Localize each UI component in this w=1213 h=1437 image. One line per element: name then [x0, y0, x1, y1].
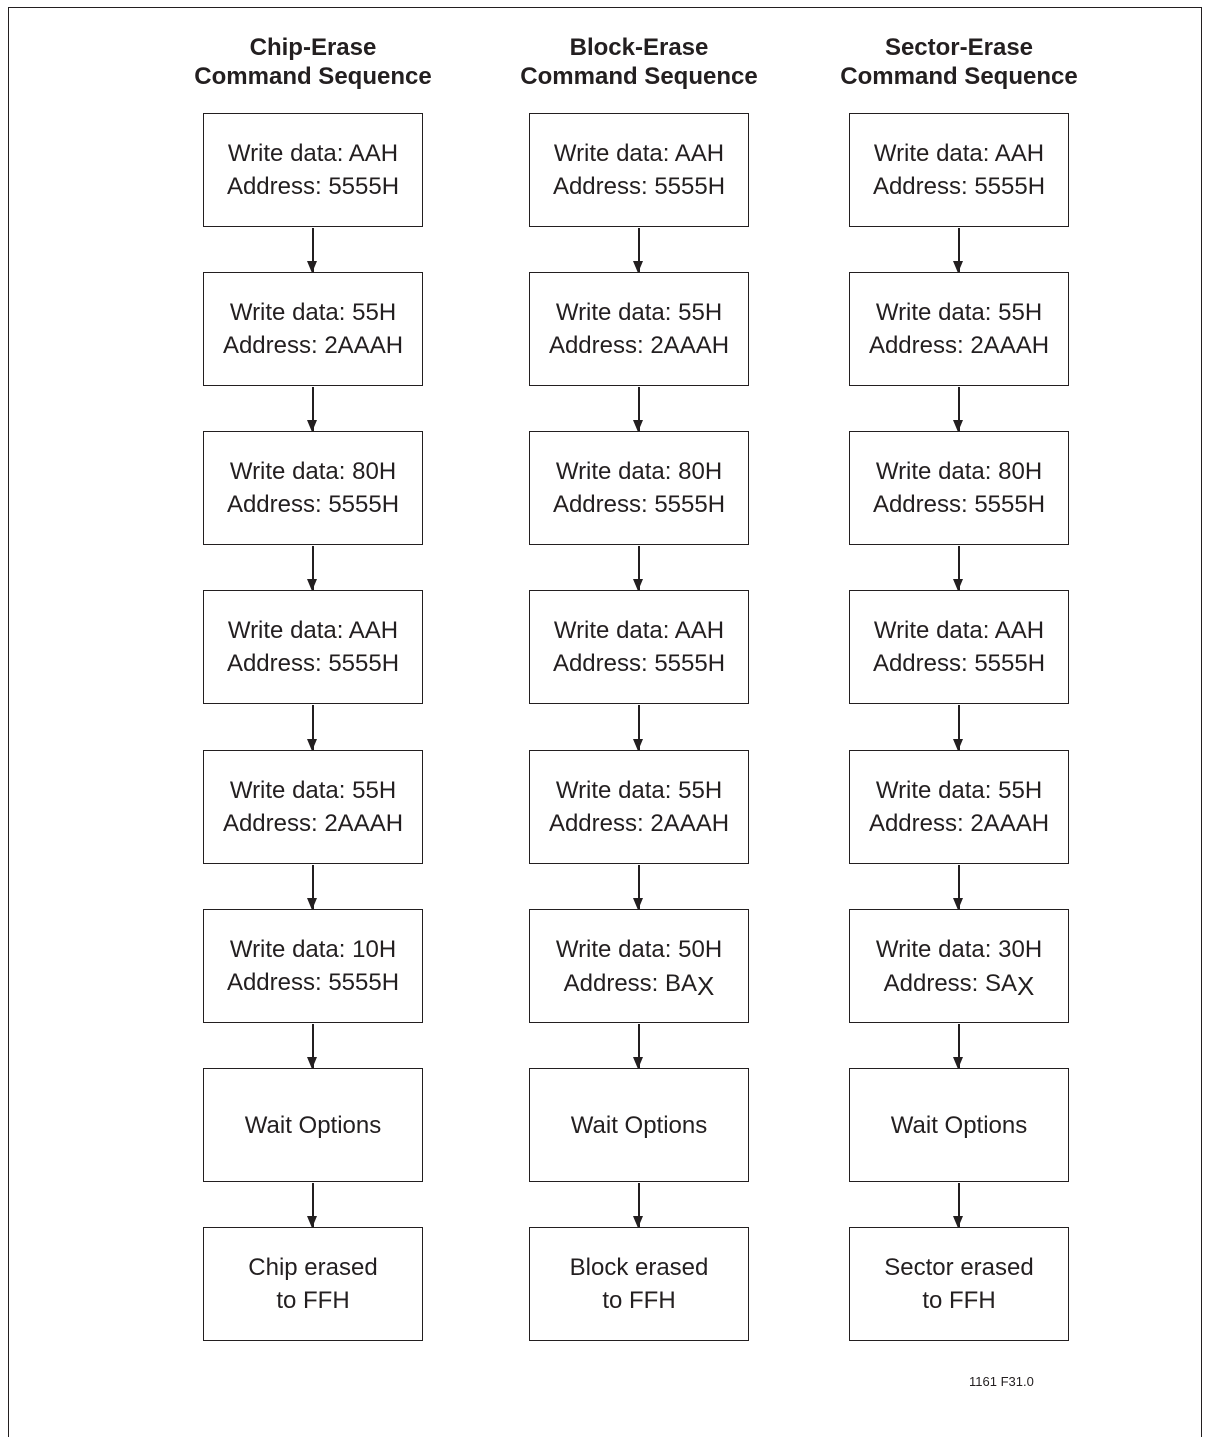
column-title [809, 33, 1109, 91]
step-line: Write data: AAH [553, 617, 725, 644]
flow-arrow [312, 546, 314, 590]
step-line-text: Address: 5555H [226, 173, 400, 200]
step-line [223, 807, 403, 840]
flow-step-box [529, 431, 749, 545]
flow-arrow [638, 228, 640, 272]
step-line-text: Address: 2AAAH [548, 810, 730, 837]
step-line: Chip erased [248, 1254, 378, 1281]
step-line: Write data: AAH [227, 617, 399, 644]
step-line: Write data: 55H [555, 299, 723, 326]
flow-arrow [958, 1183, 960, 1227]
step-line: Write data: AAH [227, 140, 399, 167]
step-line-text: Address: 5555H [552, 173, 726, 200]
flow-step-box [529, 1068, 749, 1182]
step-line [223, 329, 403, 362]
step-line: Write data: 55H [229, 777, 397, 804]
flow-step-box [203, 431, 423, 545]
flow-arrow [638, 865, 640, 909]
flow-step-box [849, 909, 1069, 1023]
step-line [549, 807, 729, 840]
step-line: Write data: 30H [875, 935, 1043, 963]
step-line-text: Address: BA [563, 969, 698, 997]
flow-arrow [638, 546, 640, 590]
step-line: Write data: 55H [875, 299, 1043, 326]
step-line: Write data: 50H [555, 935, 723, 963]
flow-step-box [203, 590, 423, 704]
step-line-text: Address: 2AAAH [868, 332, 1050, 359]
step-line [922, 1284, 995, 1317]
step-line-text: Address: 5555H [226, 650, 400, 677]
step-line: Write data: 55H [555, 777, 723, 804]
flow-step-box [849, 1068, 1069, 1182]
step-line: Block erased [569, 1254, 709, 1281]
step-line-text: Address: 5555H [226, 969, 400, 996]
flow-step-box [529, 272, 749, 386]
flow-arrow [958, 546, 960, 590]
column-title [489, 33, 789, 91]
flow-step-box [529, 1227, 749, 1341]
step-line [869, 329, 1049, 362]
column-title-line: Sector-Erase [884, 34, 1034, 61]
column-title-line: Command Sequence [840, 63, 1078, 90]
flow-step-box [849, 750, 1069, 864]
step-line: Write data: 80H [555, 458, 723, 485]
step-line-text: Address: 2AAAH [548, 332, 730, 359]
flow-step-box [529, 909, 749, 1023]
sector-erase-column [840, 0, 1078, 1430]
chip-erase-column [194, 0, 432, 1430]
step-line-text: Address: 2AAAH [222, 810, 404, 837]
step-line [564, 966, 715, 1000]
column-title-line: Command Sequence [520, 63, 758, 90]
flow-step-box [203, 272, 423, 386]
step-line [553, 647, 725, 680]
column-title [163, 33, 463, 91]
column-title-line: Command Sequence [194, 63, 432, 90]
step-line [553, 170, 725, 203]
address-subscript: X [697, 970, 715, 1001]
flow-step-box [849, 1227, 1069, 1341]
step-line: Wait Options [890, 1111, 1028, 1139]
flow-arrow [638, 705, 640, 750]
flow-step-box [849, 113, 1069, 227]
block-erase-column [520, 0, 758, 1430]
flow-step-box [849, 431, 1069, 545]
flow-step-box [203, 113, 423, 227]
flow-arrow [958, 865, 960, 909]
flow-step-box [203, 750, 423, 864]
step-line: Write data: 10H [229, 936, 397, 963]
step-line [602, 1284, 675, 1317]
step-line [553, 488, 725, 521]
step-line: Write data: 55H [229, 299, 397, 326]
step-line: Wait Options [570, 1111, 708, 1139]
flow-arrow [312, 865, 314, 909]
step-line: Write data: 80H [229, 458, 397, 485]
step-line [873, 170, 1045, 203]
flow-step-box [529, 590, 749, 704]
step-line-text: Address: 5555H [552, 650, 726, 677]
step-line: Write data: AAH [873, 617, 1045, 644]
step-line: Wait Options [244, 1111, 382, 1139]
step-line [884, 966, 1035, 1000]
flow-arrow [638, 387, 640, 431]
step-line-text: to FFH [602, 1287, 676, 1314]
step-line-text: Address: 5555H [226, 491, 400, 518]
flow-step-box [529, 113, 749, 227]
flow-arrow [958, 1024, 960, 1068]
step-line-text: Address: SA [883, 969, 1018, 997]
flow-step-box [849, 272, 1069, 386]
step-line: Write data: 55H [875, 777, 1043, 804]
step-line [227, 170, 399, 203]
step-line [227, 488, 399, 521]
flow-arrow [958, 228, 960, 272]
step-line-text: Address: 5555H [872, 650, 1046, 677]
step-line-text: to FFH [276, 1287, 350, 1314]
step-line: Write data: 80H [875, 458, 1043, 485]
figure-code: 1161 F31.0 [969, 1374, 1034, 1389]
flow-arrow [638, 1024, 640, 1068]
flow-arrow [312, 705, 314, 750]
flow-arrow [958, 387, 960, 431]
flow-arrow [638, 1183, 640, 1227]
step-line: Write data: AAH [873, 140, 1045, 167]
flow-step-box [203, 1068, 423, 1182]
column-title-line: Block-Erase [569, 34, 709, 61]
step-line-text: Address: 5555H [552, 491, 726, 518]
step-line: Sector erased [884, 1254, 1034, 1281]
step-line [227, 647, 399, 680]
step-line [869, 807, 1049, 840]
flow-step-box [849, 590, 1069, 704]
step-line [549, 329, 729, 362]
step-line-text: Address: 5555H [872, 173, 1046, 200]
step-line [276, 1284, 349, 1317]
flow-arrow [312, 1024, 314, 1068]
step-line [227, 966, 399, 999]
step-line-text: to FFH [922, 1287, 996, 1314]
step-line [873, 488, 1045, 521]
step-line: Write data: AAH [553, 140, 725, 167]
flow-step-box [203, 1227, 423, 1341]
address-subscript: X [1017, 970, 1035, 1001]
flow-arrow [312, 228, 314, 272]
step-line-text: Address: 2AAAH [868, 810, 1050, 837]
flow-step-box [529, 750, 749, 864]
column-title-line: Chip-Erase [249, 34, 377, 61]
flow-arrow [312, 387, 314, 431]
step-line [873, 647, 1045, 680]
flow-step-box [203, 909, 423, 1023]
flow-arrow [312, 1183, 314, 1227]
step-line-text: Address: 2AAAH [222, 332, 404, 359]
step-line-text: Address: 5555H [872, 491, 1046, 518]
flow-arrow [958, 705, 960, 750]
